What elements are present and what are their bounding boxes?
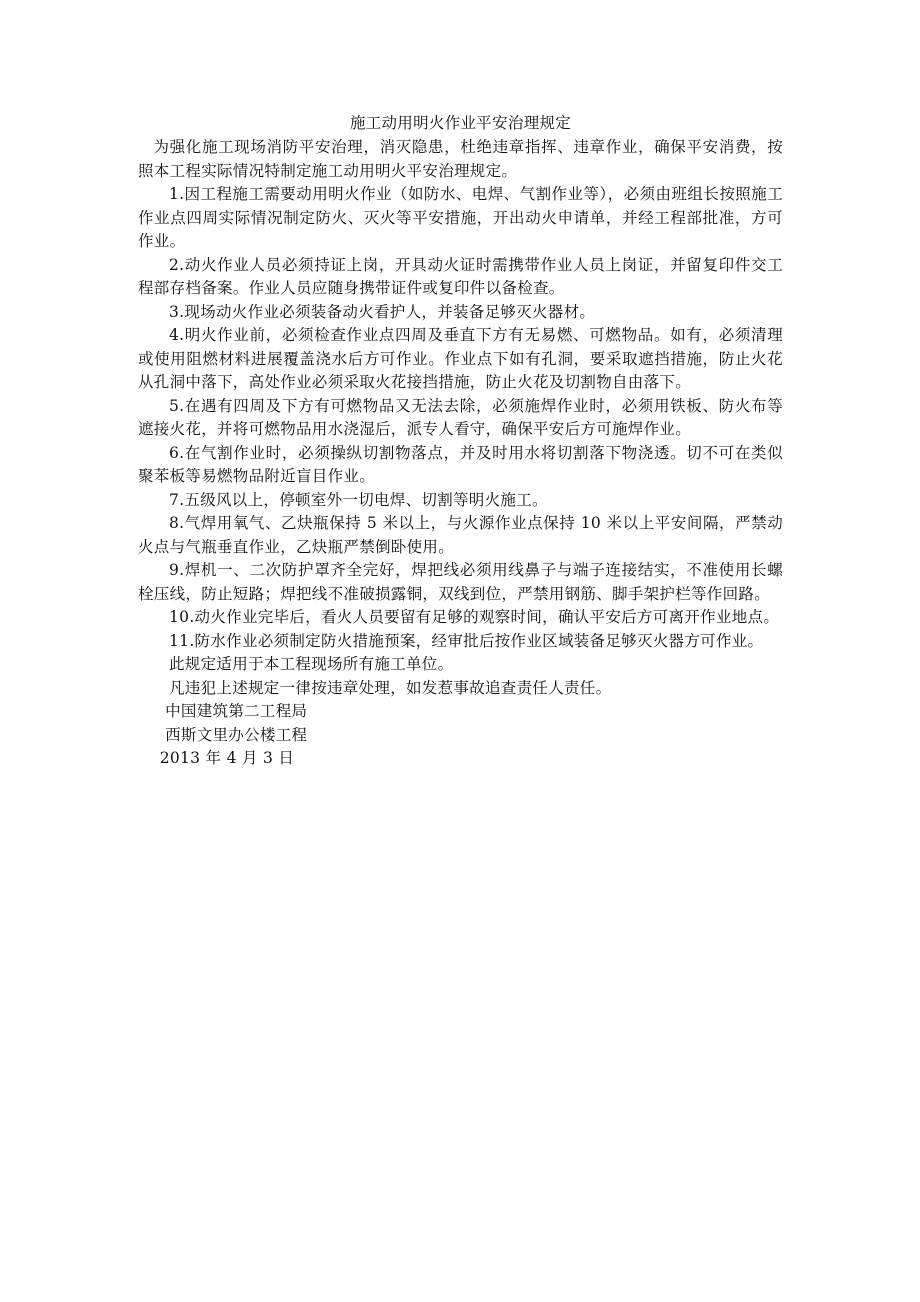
intro-paragraph: 为强化施工现场消防平安治理，消灭隐患，杜绝违章指挥、违章作业，确保平安消费，按照本工程实际情况特制定施工动用明火平安治理规定。 [138,138,783,180]
document-body [138,110,783,771]
issuing-organization: 中国建筑第二工程局 [165,702,308,720]
document-title: 施工动用明火作业平安治理规定 [349,114,572,132]
rule-item-3: 3.现场动火作业必须装备动火看护人，并装备足够灭火器材。 [169,302,596,321]
rule-item-6: 6.在气割作业时，必须操纵切割物落点，并及时用水将切割落下物浇透。切不可在类似聚苯板等易燃物品附近盲目作业。 [138,443,783,485]
issue-date: 2013 年 4 月 3 日 [159,749,295,767]
rule-item-4: 4.明火作业前，必须检查作业点四周及垂直下方有无易燃、可燃物品。如有，必须清理或使用阻燃材料进展覆盖浇水后方可作业。作业点下如有孔洞，要采取遮挡措施，防止火花从孔洞中落下，高处作业必须采取火花接挡措施，防止火花及切割物自由落下。 [138,326,783,391]
rule-item-5: 5.在遇有四周及下方有可燃物品又无法去除，必须施焊作业时，必须用铁板、防火布等遮接火花，并将可燃物品用水浇湿后，派专人看守，确保平安后方可施焊作业。 [138,396,783,438]
rule-item-11: 11.防水作业必须制定防火措施预案，经审批后按作业区域装备足够灭火器方可作业。 [169,631,764,650]
rule-item-1: 1.因工程施工需要动用明火作业（如防水、电焊、气割作业等），必须由班组长按照施工作业点四周实际情况制定防火、灭火等平安措施，开出动火申请单，并经工程部批准，方可作业。 [138,185,783,250]
penalty-statement: 凡违犯上述规定一律按违章处理，如发惹事故追查责任人责任。 [169,678,612,697]
scope-statement: 此规定适用于本工程现场所有施工单位。 [169,655,454,673]
rule-item-9: 9.焊机一、二次防护罩齐全完好，焊把线必须用线鼻子与端子连接结实，不准使用长螺栓压线，防止短路；焊把线不准破损露铜，双线到位，严禁用钢筋、脚手架护栏等作回路。 [138,561,783,603]
rule-item-10: 10.动火作业完毕后，看火人员要留有足够的观察时间，确认平安后方可离开作业地点。 [169,608,780,626]
rule-item-8: 8.气焊用氧气、乙炔瓶保持 5 米以上，与火源作业点保持 10 米以上平安间隔，严禁动火点与气瓶垂直作业，乙炔瓶严禁倒卧使用。 [138,514,783,556]
project-name: 西斯文里办公楼工程 [165,725,308,744]
rule-item-7: 7.五级风以上，停顿室外一切电焊、切割等明火施工。 [169,490,548,509]
rule-item-2: 2.动火作业人员必须持证上岗，开具动火证时需携带作业人员上岗证，并留复印件交工程部存档备案。作业人员应随身携带证件或复印件以备检查。 [138,255,783,297]
